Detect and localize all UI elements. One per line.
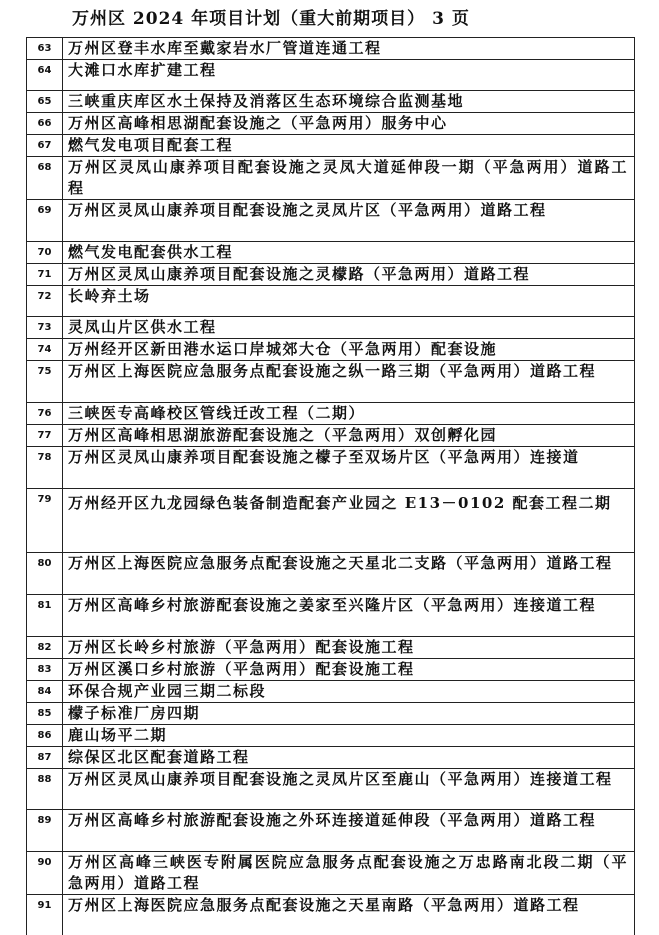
row-number: 65 [27, 91, 63, 113]
table-row [27, 60, 635, 91]
project-name: 燃气发电项目配套工程 [63, 135, 635, 157]
row-number: 80 [27, 553, 63, 595]
row-number: 88 [27, 769, 63, 810]
project-name: 大滩口水库扩建工程 [63, 60, 635, 91]
project-name: 万州区灵凤山康养项目配套设施之灵凤片区（平急两用）道路工程 [63, 200, 635, 242]
project-name: 长岭弃土场 [63, 286, 635, 317]
project-table [26, 37, 635, 935]
project-name: 万州区灵凤山康养项目配套设施之灵凤大道延伸段一期（平急两用）道路工程 [63, 157, 635, 200]
project-name: 万州区高峰乡村旅游配套设施之外环连接道延伸段（平急两用）道路工程 [63, 810, 635, 852]
project-name: 万州区高峰乡村旅游配套设施之姜家至兴隆片区（平急两用）连接道工程 [63, 595, 635, 637]
row-number: 64 [27, 60, 63, 91]
row-number: 87 [27, 747, 63, 769]
table-row [27, 157, 635, 200]
project-name: 三峡医专高峰校区管线迁改工程（二期） [63, 403, 635, 425]
table-row [27, 317, 635, 339]
row-number: 79 [27, 489, 63, 553]
row-number: 68 [27, 157, 63, 200]
project-name: 檬子标准厂房四期 [63, 703, 635, 725]
table-row [27, 725, 635, 747]
project-name: 万州区灵凤山康养项目配套设施之灵檬路（平急两用）道路工程 [63, 264, 635, 286]
table-row [27, 38, 635, 60]
table-row [27, 447, 635, 489]
row-number: 75 [27, 361, 63, 403]
row-number: 83 [27, 659, 63, 681]
table-row [27, 769, 635, 810]
row-number: 86 [27, 725, 63, 747]
table-row [27, 553, 635, 595]
project-name: 灵凤山片区供水工程 [63, 317, 635, 339]
table-row [27, 91, 635, 113]
project-name: 万州区灵凤山康养项目配套设施之檬子至双场片区（平急两用）连接道 [63, 447, 635, 489]
table-row [27, 200, 635, 242]
row-number: 76 [27, 403, 63, 425]
project-name: 万州区上海医院应急服务点配套设施之天星北二支路（平急两用）道路工程 [63, 553, 635, 595]
project-name: 万州区溪口乡村旅游（平急两用）配套设施工程 [63, 659, 635, 681]
table-row [27, 852, 635, 895]
project-name: 万州区高峰相思湖旅游配套设施之（平急两用）双创孵化园 [63, 425, 635, 447]
project-name: 燃气发电配套供水工程 [63, 242, 635, 264]
row-number: 74 [27, 339, 63, 361]
project-name: 三峡重庆库区水土保持及消落区生态环境综合监测基地 [63, 91, 635, 113]
table-row [27, 595, 635, 637]
table-row [27, 681, 635, 703]
table-row [27, 703, 635, 725]
table-row [27, 135, 635, 157]
row-number: 90 [27, 852, 63, 895]
row-number: 78 [27, 447, 63, 489]
table-row [27, 403, 635, 425]
row-number: 72 [27, 286, 63, 317]
project-name: 万州区上海医院应急服务点配套设施之天星南路（平急两用）道路工程 [63, 895, 635, 935]
row-number: 81 [27, 595, 63, 637]
table-row [27, 425, 635, 447]
table-row [27, 339, 635, 361]
project-name: 万州区高峰相思湖配套设施之（平急两用）服务中心 [63, 113, 635, 135]
table-row [27, 637, 635, 659]
row-number: 63 [27, 38, 63, 60]
row-number: 67 [27, 135, 63, 157]
table-row [27, 810, 635, 852]
row-number: 84 [27, 681, 63, 703]
project-name: 综保区北区配套道路工程 [63, 747, 635, 769]
page-title: 万州区 2024 年项目计划（重大前期项目） 3 页 [72, 9, 470, 29]
table-row [27, 659, 635, 681]
table-row [27, 361, 635, 403]
project-name: 万州区灵凤山康养项目配套设施之灵凤片区至鹿山（平急两用）连接道工程 [63, 769, 635, 810]
project-name: 万州区上海医院应急服务点配套设施之纵一路三期（平急两用）道路工程 [63, 361, 635, 403]
project-table-body [27, 38, 635, 935]
row-number: 77 [27, 425, 63, 447]
row-number: 73 [27, 317, 63, 339]
row-number: 70 [27, 242, 63, 264]
project-name: 环保合规产业园三期二标段 [63, 681, 635, 703]
row-number: 85 [27, 703, 63, 725]
project-name: 万州区长岭乡村旅游（平急两用）配套设施工程 [63, 637, 635, 659]
project-name: 万州经开区九龙园绿色装备制造配套产业园之 E13－0102 配套工程二期 [63, 489, 635, 553]
table-row [27, 113, 635, 135]
table-row [27, 489, 635, 553]
project-name: 万州经开区新田港水运口岸城郊大仓（平急两用）配套设施 [63, 339, 635, 361]
row-number: 71 [27, 264, 63, 286]
project-name: 鹿山场平二期 [63, 725, 635, 747]
row-number: 91 [27, 895, 63, 935]
row-number: 82 [27, 637, 63, 659]
row-number: 66 [27, 113, 63, 135]
table-row [27, 747, 635, 769]
row-number: 89 [27, 810, 63, 852]
project-name: 万州区登丰水库至戴家岩水厂管道连通工程 [63, 38, 635, 60]
table-row [27, 242, 635, 264]
project-name: 万州区高峰三峡医专附属医院应急服务点配套设施之万忠路南北段二期（平急两用）道路工程 [63, 852, 635, 895]
row-number: 69 [27, 200, 63, 242]
table-row [27, 286, 635, 317]
table-row [27, 264, 635, 286]
